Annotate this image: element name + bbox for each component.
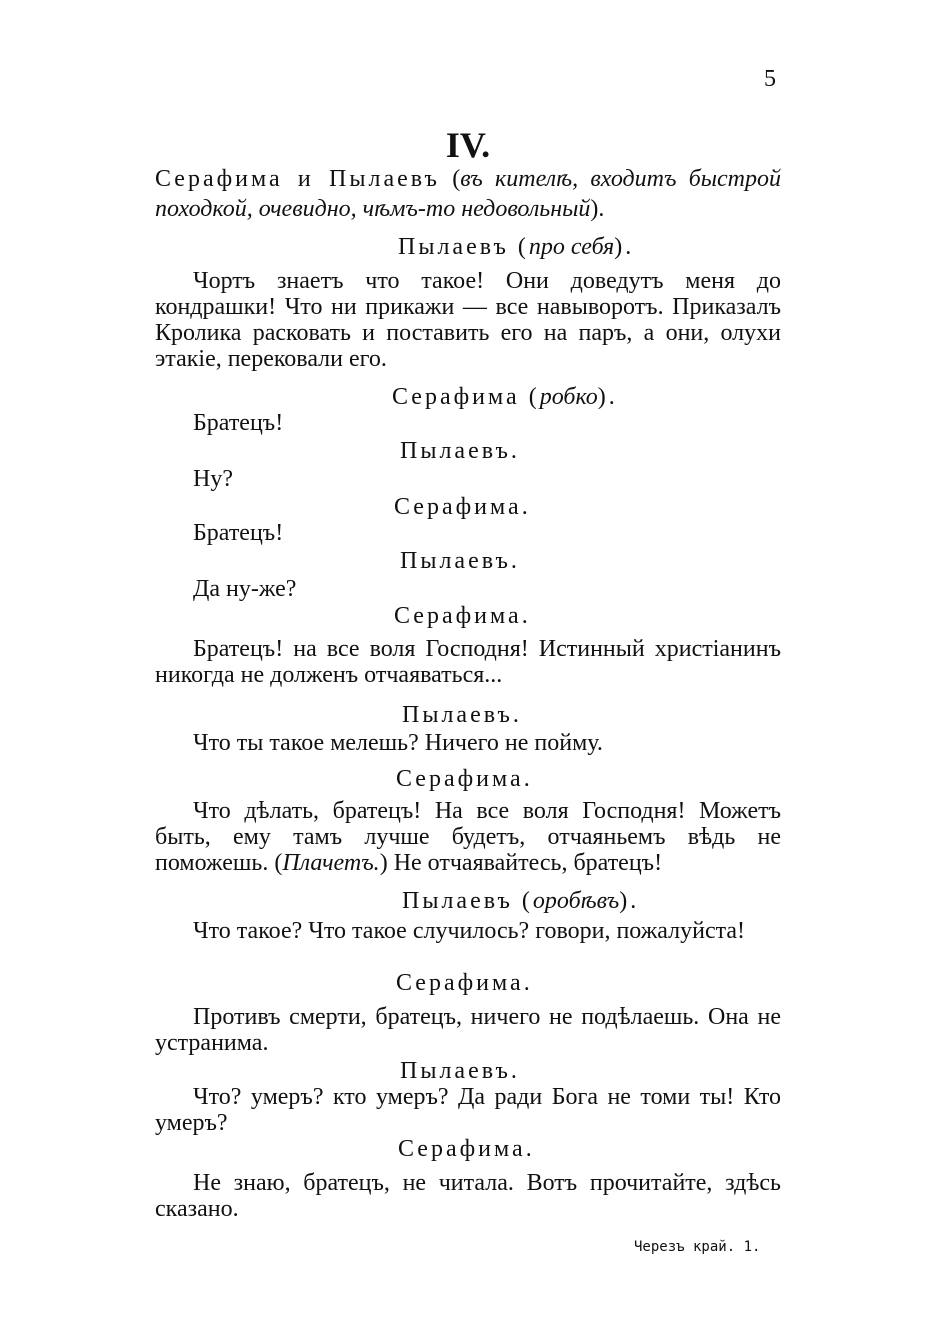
speaker-note: робко	[539, 384, 598, 410]
catchword: Черезъ край. 1.	[634, 1239, 761, 1255]
scene-number: IV.	[445, 125, 491, 165]
speech-paragraph: Ну?	[193, 466, 233, 492]
speech-paragraph: Что ты такое мелешь? Ничего не пойму.	[193, 730, 603, 756]
speaker-note: оробѣвъ	[532, 888, 620, 914]
speaker-name: Пылаевъ	[400, 548, 511, 574]
speaker-heading: Серафима (робко).	[392, 384, 618, 410]
speaker-heading: Пылаевъ (про себя).	[398, 234, 635, 260]
intro-open-paren: (	[452, 166, 461, 192]
speaker-name: Пылаевъ	[398, 234, 509, 260]
speaker-heading: Пылаевъ.	[400, 548, 520, 574]
speaker-note: про себя	[528, 234, 615, 260]
speaker-name: Серафима	[394, 494, 522, 520]
speaker-heading: Серафима.	[394, 494, 531, 520]
intro-close-paren: ).	[590, 196, 605, 222]
intro-names: Серафима и Пылаевъ	[155, 166, 440, 192]
speaker-heading: Пылаевъ (оробѣвъ).	[402, 888, 640, 914]
speech-stage-direction: Плачетъ.	[282, 850, 380, 876]
intro-stage-direction: въ кителѣ, входитъ быстрой походкой, очевидно, чѣмъ-то недовольный	[155, 166, 781, 222]
speaker-name: Пылаевъ	[402, 888, 513, 914]
speaker-heading: Пылаевъ.	[400, 1058, 520, 1084]
speaker-name: Серафима	[396, 766, 524, 792]
speaker-name: Пылаевъ	[400, 1058, 511, 1084]
speech-paragraph: Противъ смерти, братецъ, ничего не подѣлаешь. Она не устранима.	[155, 1004, 781, 1056]
speaker-heading: Серафима.	[398, 1136, 535, 1162]
speech-paragraph: Что такое? Что такое случилось? говори, пожалуйста!	[193, 918, 746, 944]
speaker-name: Серафима	[394, 603, 522, 629]
speech-paragraph: Братецъ! на все воля Господня! Истинный христіанинъ никогда не долженъ отчаяваться...	[155, 636, 781, 688]
stage-intro	[155, 164, 781, 224]
speaker-name: Серафима	[398, 1136, 526, 1162]
speaker-name: Серафима	[396, 970, 524, 996]
speaker-name: Серафима	[392, 384, 520, 410]
speech-paragraph: Что? умеръ? кто умеръ? Да ради Бога не томи ты! Кто умеръ?	[155, 1084, 781, 1136]
speaker-heading: Серафима.	[394, 603, 531, 629]
speech-paragraph: Братецъ!	[193, 520, 284, 546]
speaker-name: Пылаевъ	[402, 702, 513, 728]
speaker-heading: Серафима.	[396, 970, 533, 996]
speaker-heading: Пылаевъ.	[402, 702, 522, 728]
speech-paragraph: Да ну-же?	[193, 576, 297, 602]
page-number: 5	[764, 66, 776, 92]
speaker-name: Пылаевъ	[400, 438, 511, 464]
speaker-heading: Серафима.	[396, 766, 533, 792]
speaker-heading: Пылаевъ.	[400, 438, 520, 464]
speech-paragraph: Братецъ!	[193, 410, 284, 436]
speech-paragraph: Не знаю, братецъ, не читала. Вотъ прочитайте, здѣсь сказано.	[155, 1170, 781, 1222]
speech-paragraph: Чортъ знаетъ что такое! Они доведутъ меня до кондрашки! Что ни прикажи — все навыворотъ. Приказалъ Кролика расковать и поставить его на паръ, а они, олухи этакіе, перековали его.	[155, 268, 781, 372]
speech-paragraph: Что дѣлать, братецъ! На все воля Господня! Можетъ быть, ему тамъ лучше будетъ, отчаяньемъ вѣдь не поможешь. (Плачетъ.) Не отчаявайтесь, братецъ!	[155, 798, 781, 876]
